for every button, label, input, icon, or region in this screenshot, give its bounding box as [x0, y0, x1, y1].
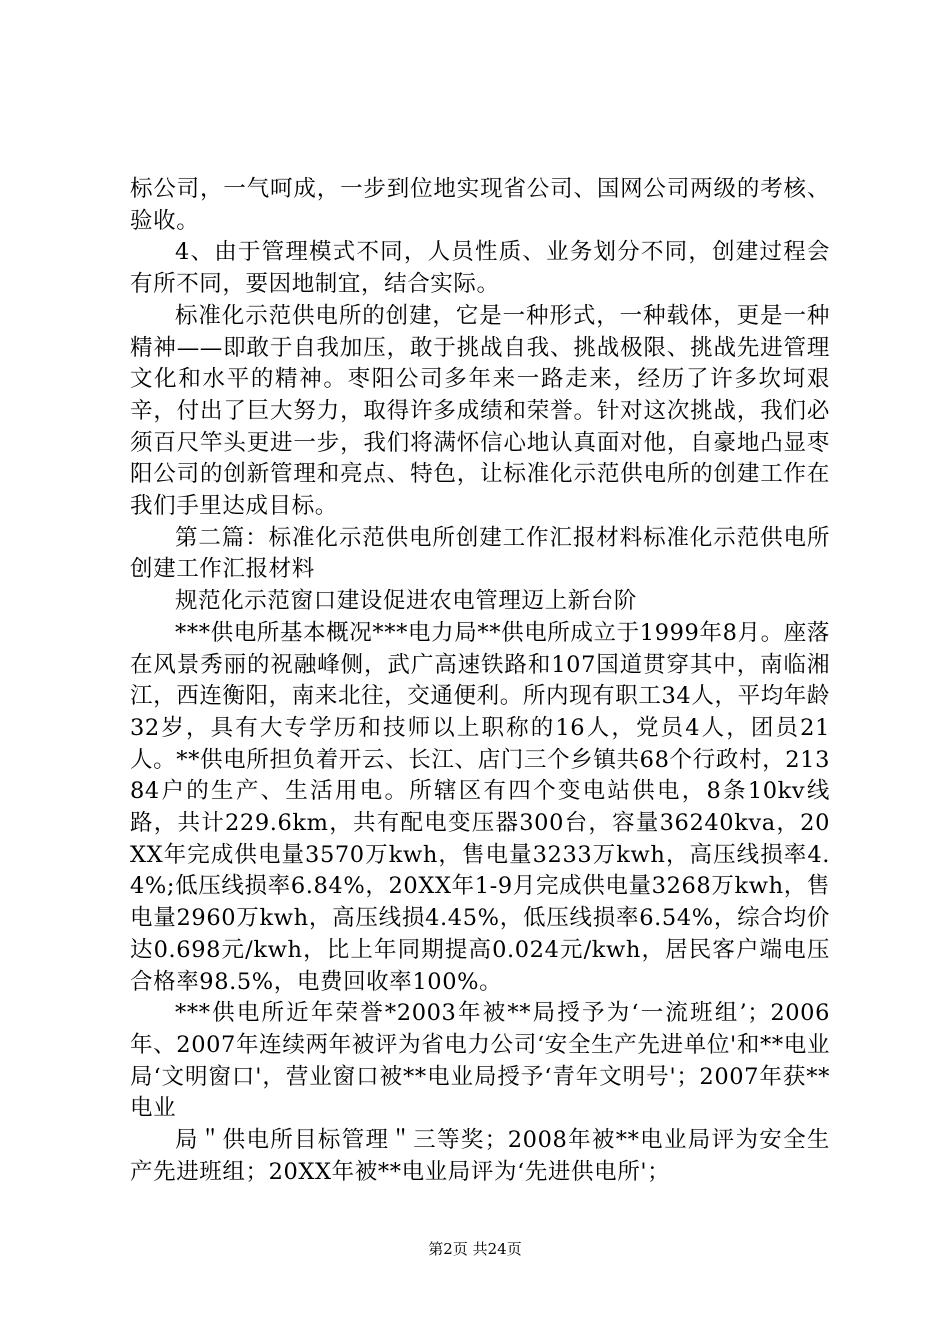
paragraph-continuation: 标公司，一气呵成，一步到位地实现省公司、国网公司两级的考核、验收。 [130, 176, 830, 234]
paragraph-honors: ***供电所近年荣誉*2003年被**局授予为‘一流班组’；2006年、2007年连续两年被评为省电力公司‘安全生产先进单位'和**电业局‘文明窗口'，营业窗口被**电业局授予‘青年文明号'；2007年获**电业 [130, 1000, 830, 1122]
paragraph-spirit: 标准化示范供电所的创建，它是一种形式，一种载体，更是一种精神——即敢于自我加压，敢于挑战自我、挑战极限、挑战先进管理文化和水平的精神。枣阳公司多年来一路走来，经历了许多坎坷艰辛，付出了巨大努力，取得许多成绩和荣誉。针对这次挑战，我们必须百尺竿头更进一步，我们将满怀信心地认真面对他，自豪地凸显枣阳公司的创新管理和亮点、特色，让标准化示范供电所的创建工作在我们手里达成目标。 [130, 302, 830, 520]
paragraph-overview: ***供电所基本概况***电力局**供电所成立于1999年8月。座落在风景秀丽的祝融峰侧，武广高速铁路和107国道贯穿其中，南临湘江，西连衡阳，南来北往，交通便利。所内现有职工34人，平均年龄32岁，具有大专学历和技师以上职称的16人，党员4人，团员21人。**供电所担负着开云、长江、店门三个乡镇共68个行政村，21384户的生产、生活用电。所辖区有四个变电站供电，8条10kv线路，共计229.6km，共有配电变压器300台，容量36240kva，20XX年完成供电量3570万kwh，售电量3233万kwh，高压线损率4.4%;低压线损率6.84%，20XX年1-9月完成供电量3268万kwh，售电量2960万kwh，高压线损4.45%，低压线损率6.54%，综合均价达0.698元/kwh，比上年同期提高0.024元/kwh，居民客户端电压合格率98.5%，电费回收率100%。 [130, 619, 830, 995]
document-body [130, 174, 830, 1189]
paragraph-point-4: 4、由于管理模式不同，人员性质、业务划分不同，创建过程会有所不同，要因地制宜，结合实际。 [130, 239, 830, 298]
section-subtitle: 规范化示范窗口建设促进农电管理迈上新台阶 [175, 588, 638, 615]
page-number-footer: 第2页 共24页 [428, 1240, 522, 1258]
paragraph-honors-continued: 局＂供电所目标管理＂三等奖；2008年被**电业局评为安全生产先进班组；20XX年被**电业局评为‘先进供电所'； [130, 1127, 830, 1185]
section-heading-part-two: 第二篇：标准化示范供电所创建工作汇报材料标准化示范供电所创建工作汇报材料 [130, 524, 830, 583]
